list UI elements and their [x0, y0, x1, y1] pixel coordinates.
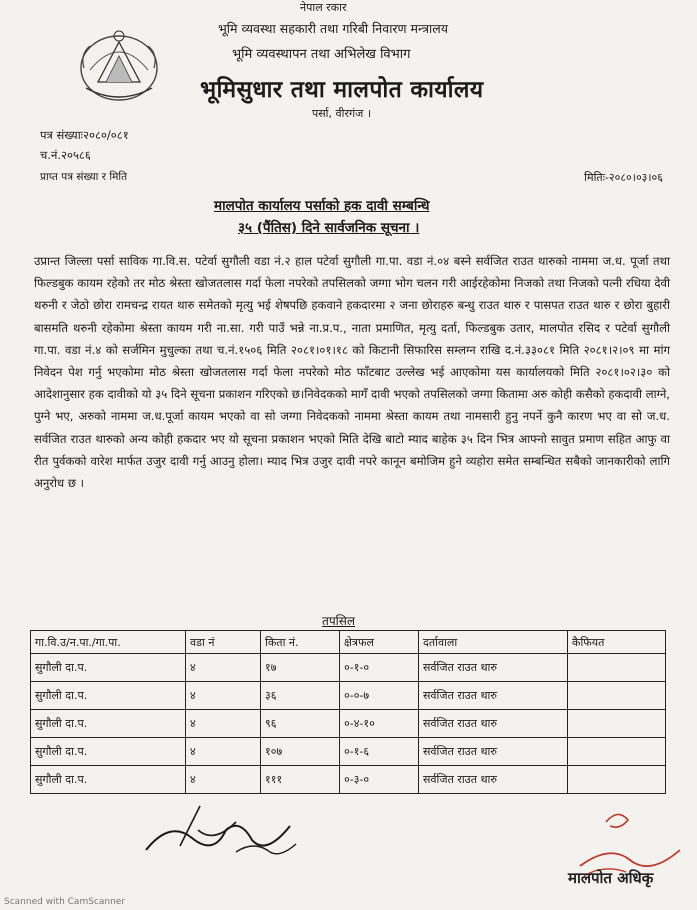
cell-remarks — [568, 710, 666, 738]
cell-plot: ३६ — [261, 682, 340, 710]
cell-area: ०-३-० — [340, 766, 419, 794]
header-plot: किता नं. — [261, 631, 340, 654]
scanner-footer: Scanned with CamScanner — [4, 897, 126, 907]
cell-area: ०-०-७ — [340, 682, 419, 710]
table-caption: तपसिल — [322, 614, 356, 628]
cell-area: ०-१-६ — [340, 738, 419, 766]
table-row — [31, 710, 666, 738]
cell-ward: ४ — [186, 738, 261, 766]
notice-title: मालपोत कार्यालय पर्साको हक दावी सम्बन्धि — [214, 198, 430, 214]
letter-date: मितिः-२०८०।०३।०६ — [584, 171, 663, 184]
cell-plot: ९६ — [261, 710, 340, 738]
office-name: भूमिसुधार तथा मालपोत कार्यालय — [200, 77, 484, 103]
cell-plot: १०७ — [261, 738, 340, 766]
letter-number: पत्र संख्याः२०८०/०८१ — [40, 128, 129, 142]
cell-owner: सर्वजित राउत थारु — [419, 766, 568, 794]
table-header-row — [31, 631, 666, 654]
cell-remarks — [568, 766, 666, 794]
table-row — [31, 766, 666, 794]
cell-ward: ४ — [186, 654, 261, 682]
notice-body: उप्रान्त जिल्ला पर्सा साविक गा.वि.स. पटेर्वा सुगौली वडा नं.२ हाल पटेर्वा सुगौली गा.पा. वडा नं.०४ बस्ने सर्वजित राउत थारुको नाममा ज.ध. पूर्जा तथा फिल्डबुक कायम रहेको तर मोठ श्रेस्ता खोजतलास गर्दा फेला नपरेको तपसिलको जग्गा भोग चलन गरी आईरहेकोमा निजको तथा निजको पत्नी रधिया देवी थरुनी र जेठो छोरा रामचन्द्र रायत थारु समेतको मृत्यु भई शेषपछि हकवाने हकदारमा २ जना छोराहरु बन्धु राउत थारु र पासपत राउत थारु र छोरा बुहारी बासमति थरुनी रहेकोमा श्रेस्ता कायम गरी ना.सा. गरी पाउँ भन्ने ना.प्र.प., नाता प्रमाणित, मृत्यु दर्ता, फिल्डबुक उतार, मालपोत रसिद र पटेर्वा सुगौली गा.पा. वडा नं.४ को सर्जमिन मुचुल्का तथा च.नं.१५०६ मिति २०८१।०१।१८ को किटानी सिफारिस सम्लग्न राखि द.नं.३३०८१ मिति २०८१।२।०९ मा मांग निवेदन पेश गर्नु भएकोमा मोठ श्रेस्ता खोजतलास गर्दा फेला नपरेको मोठ फाँटबाट उल्लेख भई आएकोमा यस कार्यालयको मिति २०८१।०२।३० को आदेशानुसार हक दावीको यो ३५ दिने सूचना प्रकाशन गरिएको छ।निवेदकको मागँ दावी भएको तपसिलको जग्गा कितामा अरु कोही कसैको हकदावी लाग्ने, पुग्ने भए, अरुको नाममा ज.ध.पूर्जा कायम भएको वा सो जग्गा निवेदकको नाममा श्रेस्ता कायम तथा नामसारी हुनु नपर्ने कुनै कारण भए वा सो ज.ध. सर्वजित राउत थारुको अन्य कोही हकदार भए यो सूचना प्रकाशन भएको मिति देखि बाटो म्याद बाहेक ३५ दिन भित्र आफ्नो सावुत प्रमाण सहित आफु वा रीत पुर्वकको वारेश मार्फत उजुर दावी गर्नु आउनु होला। म्याद भित्र उजुर दावी नपरे कानून बमोजिम हुने व्यहोरा समेत सम्बन्धित सबैको जानकारीको लागि अनुरोध छ । — [34, 254, 670, 491]
ministry-name: भूमि व्यवस्था सहकारी तथा गरिबी निवारण मन्त्रालय — [218, 21, 448, 36]
government-label: नेपाल रकार — [300, 1, 347, 14]
cell-ward: ४ — [186, 682, 261, 710]
cell-municipality: सुगौली दा.प. — [31, 682, 186, 710]
cell-owner: सर्वजित राउत थारु — [419, 710, 568, 738]
cell-owner: सर्वजित राउत थारु — [419, 738, 568, 766]
cell-municipality: सुगौली दा.प. — [31, 654, 186, 682]
header-owner: दर्तावाला — [419, 631, 568, 654]
table-row — [31, 654, 666, 682]
department-name: भूमि व्यवस्थापन तथा अभिलेख विभाग — [232, 47, 411, 62]
office-address: पर्सा, वीरगंज । — [312, 107, 372, 120]
table-row — [31, 682, 666, 710]
cell-plot: १११ — [261, 766, 340, 794]
received-letter-label: प्राप्त पत्र संख्या र मिति — [40, 171, 128, 183]
header-area: क्षेत्रफल — [340, 631, 419, 654]
cell-remarks — [568, 682, 666, 710]
officer-signature-icon — [140, 800, 300, 860]
cell-ward: ४ — [186, 710, 261, 738]
cell-plot: १७ — [261, 654, 340, 682]
header-remarks: कैफियत — [568, 631, 666, 654]
cell-remarks — [568, 654, 666, 682]
cell-municipality: सुगौली दा.प. — [31, 766, 186, 794]
cell-area: ०-४-१० — [340, 710, 419, 738]
header-municipality: गा.वि.उ/न.पा./गा.पा. — [31, 631, 186, 654]
cell-remarks — [568, 738, 666, 766]
cell-ward: ४ — [186, 766, 261, 794]
government-emblem-icon — [76, 24, 162, 106]
land-details-table — [30, 630, 666, 794]
cell-area: ०-१-० — [340, 654, 419, 682]
cell-municipality: सुगौली दा.प. — [31, 738, 186, 766]
cell-owner: सर्वजित राउत थारु — [419, 682, 568, 710]
header-ward: वडा नं — [186, 631, 261, 654]
stamp-officer-title: मालपोत अधिकृ — [568, 869, 654, 887]
table-row — [31, 738, 666, 766]
dispatch-number: च.नं.२०५८६ — [40, 148, 91, 162]
cell-owner: सर्वजित राउत थारु — [419, 654, 568, 682]
cell-municipality: सुगौली दा.प. — [31, 710, 186, 738]
notice-subtitle: ३५ (पैंतिस) दिने सार्वजनिक सूचना । — [238, 220, 420, 236]
